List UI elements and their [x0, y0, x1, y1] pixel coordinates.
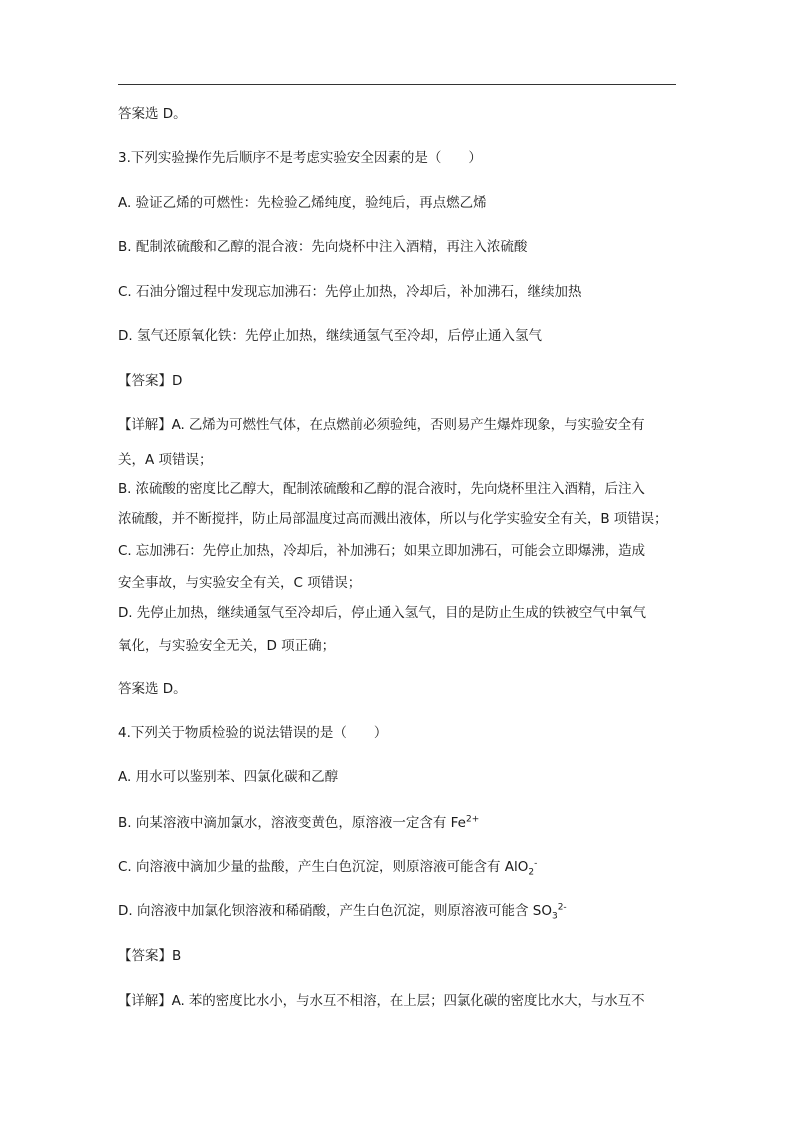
question-4-option-b [118, 814, 479, 832]
question-4-option-d [118, 902, 567, 920]
aluminate-subscript: 2 [528, 867, 535, 878]
question-3-option-d: D. 氢气还原氧化铁：先停止加热，继续通氢气至冷却，后停止通入氢气 [118, 328, 542, 344]
question-3-option-c: C. 石油分馏过程中发现忘加沸石：先停止加热，冷却后，补加沸石，继续加热 [118, 284, 582, 300]
option-c-text: C. 向溶液中滴加少量的盐酸，产生白色沉淀，则原溶液可能含有 AlO [118, 859, 529, 875]
question-3-answer: 【答案】D [118, 373, 183, 389]
question-3-explanation-line: B. 浓硫酸的密度比乙醇大，配制浓硫酸和乙醇的混合液时，先向烧杯里注入酒精，后注入 [118, 481, 645, 497]
header-rule [118, 84, 676, 85]
option-b-text: B. 向某溶液中滴加氯水，溶液变黄色，原溶液一定含有 Fe [118, 815, 466, 831]
question-3-option-a: A. 验证乙烯的可燃性：先检验乙烯纯度，验纯后，再点燃乙烯 [118, 195, 487, 211]
question-4-stem: 4.下列关于物质检验的说法错误的是（ ） [118, 725, 388, 741]
question-3-explanation-line: 氧化，与实验安全无关，D 项正确； [118, 638, 336, 654]
aluminate-charge: - [534, 858, 538, 869]
question-3-conclusion: 答案选 D。 [118, 681, 187, 697]
question-3-explanation-line: C. 忘加沸石：先停止加热，冷却后，补加沸石；如果立即加沸石，可能会立即爆沸，造成 [118, 543, 645, 559]
sulfite-charge: 2- [557, 902, 567, 913]
iron-ion-charge: 2+ [465, 814, 480, 825]
question-3-option-b: B. 配制浓硫酸和乙醇的混合液：先向烧杯中注入酒精，再注入浓硫酸 [118, 239, 528, 255]
question-3-stem: 3.下列实验操作先后顺序不是考虑实验安全因素的是（ ） [118, 150, 482, 166]
question-4-option-a: A. 用水可以鉴别苯、四氯化碳和乙醇 [118, 769, 339, 785]
question-3-explanation-line: 关，A 项错误； [118, 452, 213, 468]
question-3-explanation-line: D. 先停止加热，继续通氢气至冷却后，停止通入氢气，目的是防止生成的铁被空气中氧气 [118, 605, 646, 621]
previous-answer: 答案选 D。 [118, 106, 187, 122]
sulfite-subscript: 3 [551, 911, 558, 922]
option-d-text: D. 向溶液中加氯化钡溶液和稀硝酸，产生白色沉淀，则原溶液可能含 SO [118, 903, 552, 919]
question-4-option-c [118, 858, 537, 876]
question-3-explanation-line: 【详解】A. 乙烯为可燃性气体，在点燃前必须验纯，否则易产生爆炸现象，与实验安全有 [118, 417, 645, 433]
question-3-explanation-line: 安全事故，与实验安全有关，C 项错误； [118, 575, 362, 591]
question-4-answer: 【答案】B [118, 948, 182, 964]
question-4-explanation-line: 【详解】A. 苯的密度比水小，与水互不相溶，在上层；四氯化碳的密度比水大，与水互不 [118, 993, 645, 1009]
question-3-explanation-line: 浓硫酸，并不断搅拌，防止局部温度过高而溅出液体，所以与化学实验安全有关，B 项错误； [118, 511, 668, 527]
